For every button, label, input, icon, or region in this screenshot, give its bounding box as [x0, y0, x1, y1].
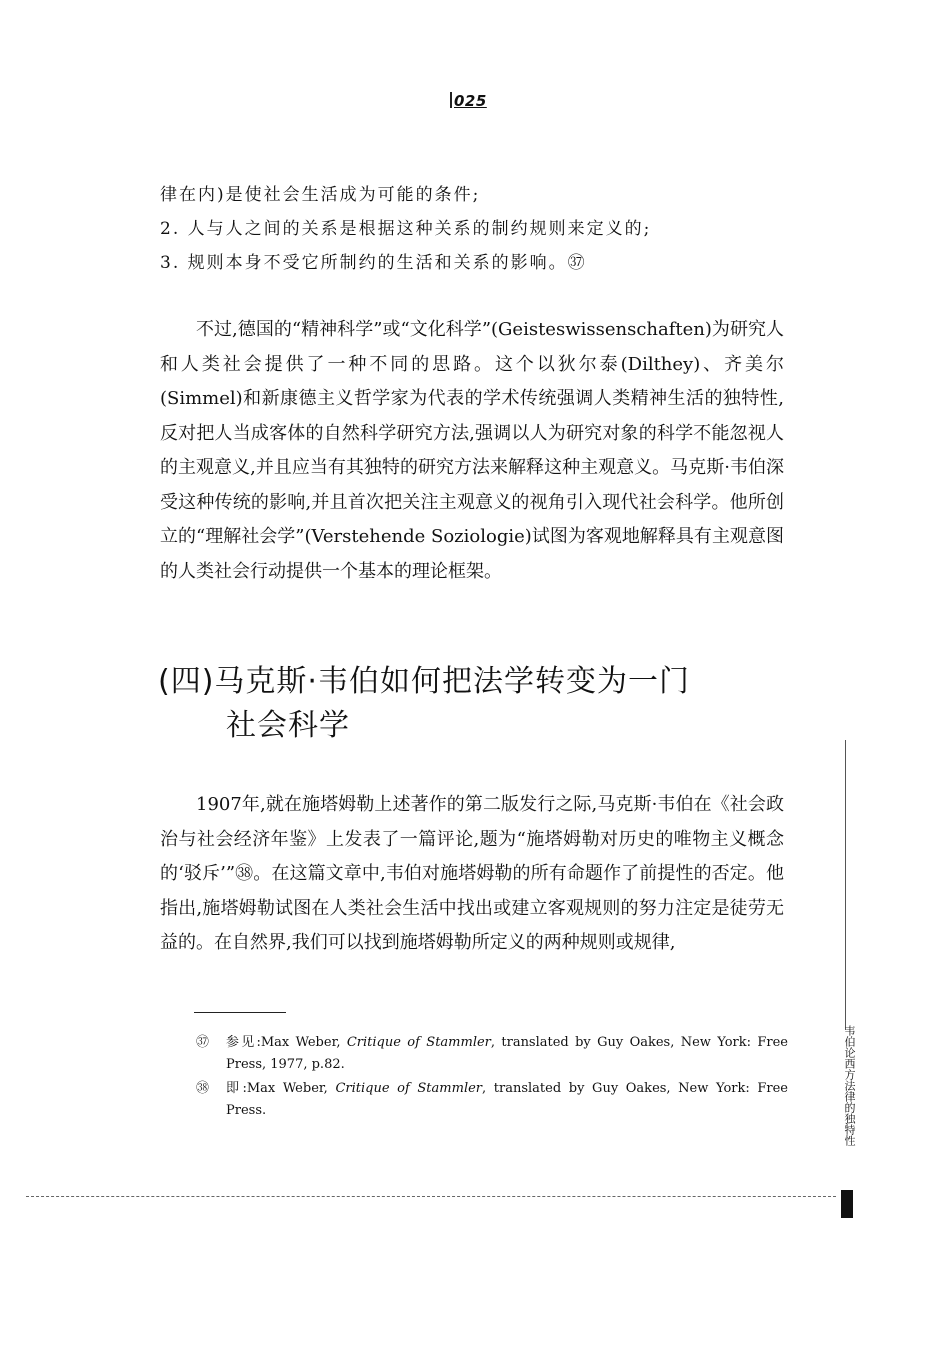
body-paragraph-2 [160, 788, 784, 961]
footnotes [196, 1032, 788, 1124]
paragraph-text: 不过,德国的“精神科学”或“文化科学”(Geisteswissenschaften)为研究人和人类社会提供了一种不同的思路。这个以狄尔泰(Dilthey)、齐美尔(Simmel)和新康德主义哲学家为代表的学术传统强调人类精神生活的独特性,反对把人当成客体的自然科学研究方法,强调以人为研究对象的科学不能忽视人的主观意义,并且应当有其独特的研究方法来解释这种主观意义。马克斯·韦伯深受这种传统的影响,并且首次把关注主观意义的视角引入现代社会科学。他所创立的“理解社会学”(Verstehende Soziologie)试图为客观地解释具有主观意图的人类社会行动提供一个基本的理论框架。 [160, 319, 784, 582]
numbered-list [160, 178, 784, 280]
section-heading [158, 660, 798, 748]
body-paragraph-1 [160, 313, 784, 589]
list-item: 3. 规则本身不受它所制约的生活和关系的影响。㊲ [160, 253, 587, 273]
section-heading-line1: (四)马克斯·韦伯如何把法学转变为一门 [158, 664, 690, 699]
footnote-text [226, 1032, 788, 1076]
running-head: 韦伯论西方法律的独特性 [843, 1025, 856, 1146]
list-item: 2. 人与人之间的关系是根据这种关系的制约规则来定义的; [160, 219, 652, 239]
footnote-suffix: , translated by Guy Oakes, New York: Free Press, 1977, p.82. [226, 1035, 788, 1072]
page-number [450, 92, 487, 110]
footnote-rule [194, 1012, 286, 1013]
footnote-mark: ㊲ [196, 1035, 210, 1050]
footnote-suffix: , translated by Guy Oakes, New York: Free Press. [226, 1081, 788, 1118]
page-number-text: 025 [454, 92, 487, 110]
footnote-title: Critique of Stammler [335, 1081, 483, 1096]
footnote [196, 1078, 788, 1122]
page-number-bar [450, 92, 452, 108]
footnote-title: Critique of Stammler [346, 1035, 491, 1050]
footnote-prefix: 参见:Max Weber, [226, 1035, 341, 1050]
footnote-prefix: 即:Max Weber, [226, 1081, 328, 1096]
bottom-dashed-rule [26, 1196, 836, 1197]
list-item: 律在内)是使社会生活成为可能的条件; [160, 185, 481, 205]
footnote [196, 1032, 788, 1076]
footnote-text [226, 1078, 788, 1122]
footnote-mark: ㊳ [196, 1081, 210, 1096]
margin-rule [845, 740, 846, 1030]
margin-tab-marker [841, 1190, 853, 1218]
paragraph-text: 1907年,就在施塔姆勒上述著作的第二版发行之际,马克斯·韦伯在《社会政治与社会经济年鉴》上发表了一篇评论,题为“施塔姆勒对历史的唯物主义概念的‘驳斥’”㊳。在这篇文章中,韦伯对施塔姆勒的所有命题作了前提性的否定。他指出,施塔姆勒试图在人类社会生活中找出或建立客观规则的努力注定是徒劳无益的。在自然界,我们可以找到施塔姆勒所定义的两种规则或规律, [160, 794, 784, 953]
section-heading-line2: 社会科学 [226, 708, 350, 743]
